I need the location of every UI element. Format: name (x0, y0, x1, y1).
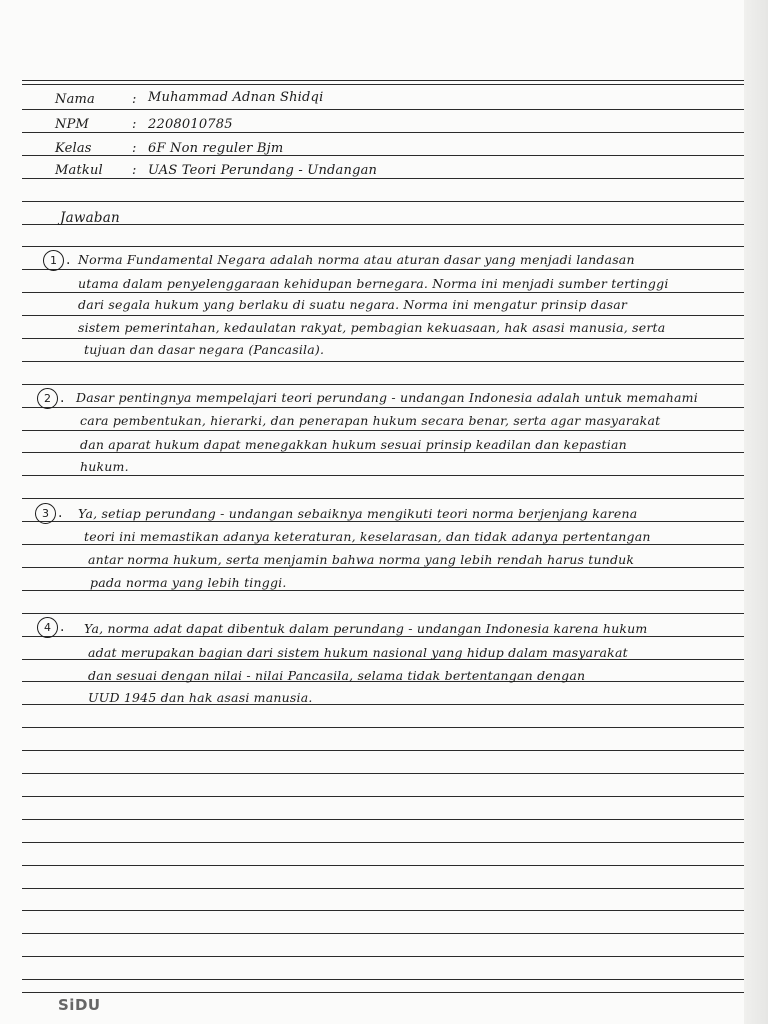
ruled-line (22, 590, 744, 591)
answer-1-line-2: utama dalam penyelenggaraan kehidupan bernegara. Norma ini menjadi sumber tertinggi (78, 276, 669, 291)
ruled-line (22, 155, 744, 156)
answer-number-1: 1 (43, 250, 64, 271)
ruled-line (22, 613, 744, 614)
ruled-line (22, 819, 744, 820)
ruled-line (22, 992, 744, 993)
brand-logo: SiDU (58, 996, 101, 1014)
answer-1-line-5: tujuan dan dasar negara (Pancasila). (84, 342, 325, 357)
name-colon: : (132, 92, 137, 107)
answer-1-line-4: sistem pemerintahan, kedaulatan rakyat, pembagian kekuasaan, hak asasi manusia, serta (78, 320, 666, 335)
answer-3-line-3: antar norma hukum, serta menjamin bahwa norma yang lebih rendah harus tunduk (88, 552, 635, 567)
ruled-line (22, 201, 744, 202)
kelas-colon: : (132, 141, 137, 156)
answer-1-line-1: Norma Fundamental Negara adalah norma atau aturan dasar yang menjadi landasan (78, 252, 635, 267)
ruled-line (22, 315, 744, 316)
matkul-value: UAS Teori Perundang - Undangan (148, 163, 378, 178)
name-value: Muhammad Adnan Shidqi (148, 90, 324, 105)
ruled-line (22, 338, 744, 339)
name-label: Nama (55, 92, 96, 107)
ruled-line (22, 269, 744, 270)
answer-number-3: 3 (35, 503, 56, 524)
answer-number-2: 2 (37, 388, 58, 409)
ruled-line (22, 796, 744, 797)
ruled-line (22, 109, 744, 110)
ruled-line (22, 384, 744, 385)
answer-2-line-2: cara pembentukan, hierarki, dan penerapan hukum secara benar, serta agar masyarakat (80, 413, 661, 428)
ruled-line (22, 636, 744, 637)
answer-4-line-2: adat merupakan bagian dari sistem hukum nasional yang hidup dalam masyarakat (88, 645, 628, 660)
ruled-line (22, 567, 744, 568)
number-dot: . (60, 390, 65, 406)
ruled-line (22, 361, 744, 362)
npm-label: NPM (55, 117, 90, 132)
ruled-line (22, 933, 744, 934)
ruled-line (22, 498, 744, 499)
ruled-line (22, 430, 744, 431)
ruled-line (22, 979, 744, 980)
answer-4-line-1: Ya, norma adat dapat dibentuk dalam perundang - undangan Indonesia karena hukum (84, 621, 648, 636)
answer-2-line-3: dan aparat hukum dapat menegakkan hukum sesuai prinsip keadilan dan kepastian (80, 437, 627, 452)
ruled-line (22, 910, 744, 911)
answer-3-line-2: teori ini memastikan adanya keteraturan, keselarasan, dan tidak adanya pertentangan (84, 529, 651, 544)
page-edge-shadow (744, 0, 768, 1024)
answer-2-line-1: Dasar pentingnya mempelajari teori perundang - undangan Indonesia adalah untuk memahami (76, 390, 698, 405)
kelas-label: Kelas (55, 141, 92, 156)
answer-2-line-4: hukum. (80, 459, 129, 474)
ruled-line (22, 842, 744, 843)
answer-4-line-4: UUD 1945 dan hak asasi manusia. (88, 690, 313, 705)
ruled-line (22, 452, 744, 453)
npm-value: 2208010785 (148, 117, 233, 132)
ruled-line (22, 888, 744, 889)
number-dot: . (60, 619, 65, 635)
ruled-line (22, 475, 744, 476)
ruled-line (22, 84, 744, 85)
ruled-line (22, 956, 744, 957)
ruled-line (22, 544, 744, 545)
ruled-line (22, 727, 744, 728)
ruled-line (22, 292, 744, 293)
ruled-line (22, 865, 744, 866)
number-dot: . (58, 505, 63, 521)
section-title: Jawaban (60, 210, 120, 226)
answer-1-line-3: dari segala hukum yang berlaku di suatu negara. Norma ini mengatur prinsip dasar (78, 297, 628, 312)
ruled-line (22, 224, 744, 225)
answer-3-line-1: Ya, setiap perundang - undangan sebaiknya mengikuti teori norma berjenjang karena (78, 506, 638, 521)
number-dot: . (66, 252, 71, 268)
matkul-colon: : (132, 163, 137, 178)
ruled-line (22, 773, 744, 774)
answer-4-line-3: dan sesuai dengan nilai - nilai Pancasila, selama tidak bertentangan dengan (88, 668, 586, 683)
ruled-line (22, 80, 744, 81)
kelas-value: 6F Non reguler Bjm (148, 141, 284, 156)
ruled-line (22, 132, 744, 133)
matkul-label: Matkul (55, 163, 103, 178)
npm-colon: : (132, 117, 137, 132)
answer-number-4: 4 (37, 617, 58, 638)
answer-3-line-4: pada norma yang lebih tinggi. (90, 575, 287, 590)
ruled-line (22, 407, 744, 408)
ruled-line (22, 178, 744, 179)
ruled-line (22, 750, 744, 751)
ruled-line (22, 521, 744, 522)
ruled-line (22, 246, 744, 247)
